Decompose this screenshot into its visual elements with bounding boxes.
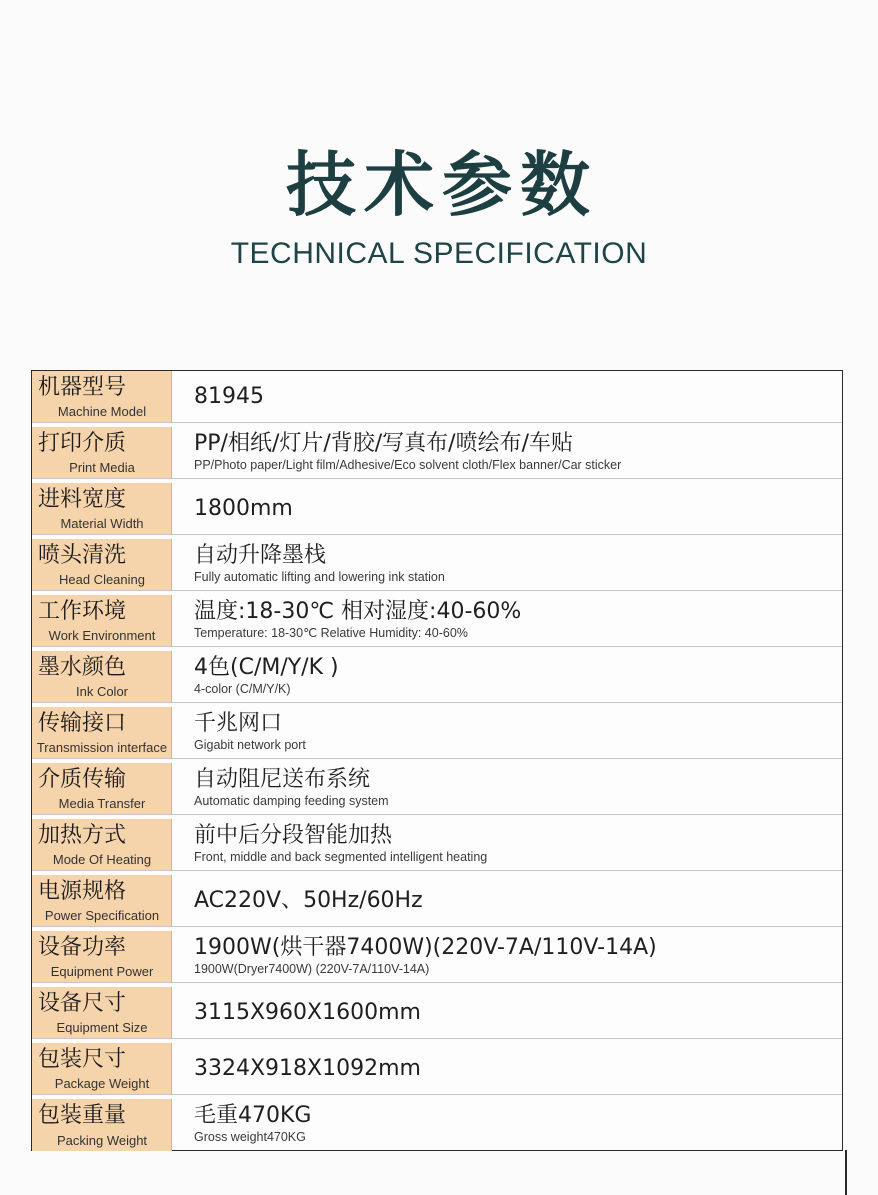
label-cell <box>32 763 172 814</box>
value-main: 千兆网口 <box>194 711 283 736</box>
value-cell <box>194 1099 834 1151</box>
spec-row-machine-model <box>32 371 842 423</box>
value-cell <box>194 763 834 814</box>
label-en: Work Environment <box>48 628 156 643</box>
label-en: Media Transfer <box>58 796 146 811</box>
spec-row-ink-color <box>32 651 842 703</box>
value-cell <box>194 651 834 702</box>
spec-row-power-specification <box>32 875 842 927</box>
spec-row-material-width <box>32 483 842 535</box>
value-cell <box>194 819 834 870</box>
value-main: 4色(C/M/Y/K ) <box>194 655 339 680</box>
page-header <box>0 140 878 272</box>
label-en: Material Width <box>60 516 144 531</box>
spec-row-packing-weight <box>32 1099 842 1151</box>
value-main: 3324X918X1092mm <box>194 1056 421 1081</box>
value-en: Fully automatic lifting and lowering ink station <box>194 570 445 584</box>
label-en: Print Media <box>69 460 135 475</box>
value-main: 温度:18-30℃ 相对湿度:40-60% <box>194 599 522 624</box>
value-en: 1900W(Dryer7400W) (220V-7A/110V-14A) <box>194 962 430 976</box>
value-main: PP/相纸/灯片/背胶/写真布/喷绘布/车贴 <box>194 431 574 456</box>
label-cell <box>32 931 172 982</box>
label-cn: 喷头清洗 <box>38 543 127 568</box>
value-main: 1900W(烘干器7400W)(220V-7A/110V-14A) <box>194 935 657 960</box>
value-main: 自动阻尼送布系统 <box>194 767 371 792</box>
value-main: 81945 <box>194 384 264 409</box>
spec-row-equipment-power <box>32 931 842 983</box>
label-cn: 设备尺寸 <box>38 991 127 1016</box>
value-main: 1800mm <box>194 496 293 521</box>
label-cell <box>32 595 172 646</box>
page-title: 技术参数 <box>286 144 598 226</box>
label-cn: 包装尺寸 <box>38 1047 127 1072</box>
label-cell <box>32 483 172 534</box>
value-en: Front, middle and back segmented intelligent heating <box>194 850 488 864</box>
label-en: Transmission interface <box>36 740 168 755</box>
label-cell <box>32 875 172 926</box>
label-cell <box>32 651 172 702</box>
spec-row-work-environment <box>32 595 842 647</box>
label-en: Packing Weight <box>56 1133 148 1148</box>
value-en: Gigabit network port <box>194 738 306 752</box>
value-cell <box>194 539 834 590</box>
spec-row-equipment-size <box>32 987 842 1039</box>
value-cell <box>194 371 834 422</box>
value-en: Temperature: 18-30℃ Relative Humidity: 40-60% <box>194 626 468 640</box>
value-main: AC220V、50Hz/60Hz <box>194 888 423 913</box>
spec-row-media-transfer <box>32 763 842 815</box>
label-cn: 打印介质 <box>38 431 127 456</box>
value-cell <box>194 987 834 1038</box>
label-en: Package Weight <box>54 1076 150 1091</box>
label-en: Equipment Size <box>56 1020 148 1035</box>
spec-row-head-cleaning <box>32 539 842 591</box>
spec-row-mode-of-heating <box>32 819 842 871</box>
value-en: Gross weight470KG <box>194 1130 306 1144</box>
label-cn: 传输接口 <box>38 711 127 736</box>
label-cn: 机器型号 <box>38 375 127 400</box>
value-cell <box>194 875 834 926</box>
value-cell <box>194 707 834 758</box>
label-en: Machine Model <box>57 404 147 419</box>
label-cn: 进料宽度 <box>38 487 127 512</box>
label-cell <box>32 707 172 758</box>
label-cell <box>32 539 172 590</box>
label-cn: 介质传输 <box>38 767 127 792</box>
value-main: 自动升降墨栈 <box>194 543 327 568</box>
label-cn: 工作环境 <box>38 599 127 624</box>
page-subtitle: TECHNICAL SPECIFICATION <box>230 237 648 270</box>
value-cell <box>194 931 834 982</box>
label-en: Mode Of Heating <box>52 852 152 867</box>
label-en: Ink Color <box>75 684 129 699</box>
label-cn: 墨水颜色 <box>38 655 127 680</box>
label-en: Power Specification <box>44 908 160 923</box>
value-en: 4-color (C/M/Y/K) <box>194 682 291 696</box>
value-cell <box>194 595 834 646</box>
label-cell <box>32 819 172 870</box>
spec-row-package-size <box>32 1043 842 1095</box>
label-cell <box>32 1043 172 1094</box>
value-cell <box>194 483 834 534</box>
label-cn: 设备功率 <box>38 935 127 960</box>
value-en: PP/Photo paper/Light film/Adhesive/Eco solvent cloth/Flex banner/Car sticker <box>194 458 622 472</box>
value-main: 3115X960X1600mm <box>194 1000 421 1025</box>
label-cell <box>32 1099 172 1151</box>
value-en: Automatic damping feeding system <box>194 794 389 808</box>
label-cn: 加热方式 <box>38 823 127 848</box>
label-cn: 包装重量 <box>38 1103 127 1128</box>
label-en: Equipment Power <box>50 964 154 979</box>
label-cn: 电源规格 <box>38 879 127 904</box>
value-cell <box>194 427 834 478</box>
label-cell <box>32 987 172 1038</box>
spec-row-print-media <box>32 427 842 479</box>
spec-table <box>31 370 843 1151</box>
value-main: 毛重470KG <box>194 1103 312 1128</box>
value-cell <box>194 1043 834 1094</box>
label-cell <box>32 427 172 478</box>
value-main: 前中后分段智能加热 <box>194 823 393 848</box>
label-en: Head Cleaning <box>58 572 145 587</box>
table-edge-line <box>845 1150 847 1195</box>
label-cell <box>32 371 172 422</box>
spec-row-transmission-interface <box>32 707 842 759</box>
